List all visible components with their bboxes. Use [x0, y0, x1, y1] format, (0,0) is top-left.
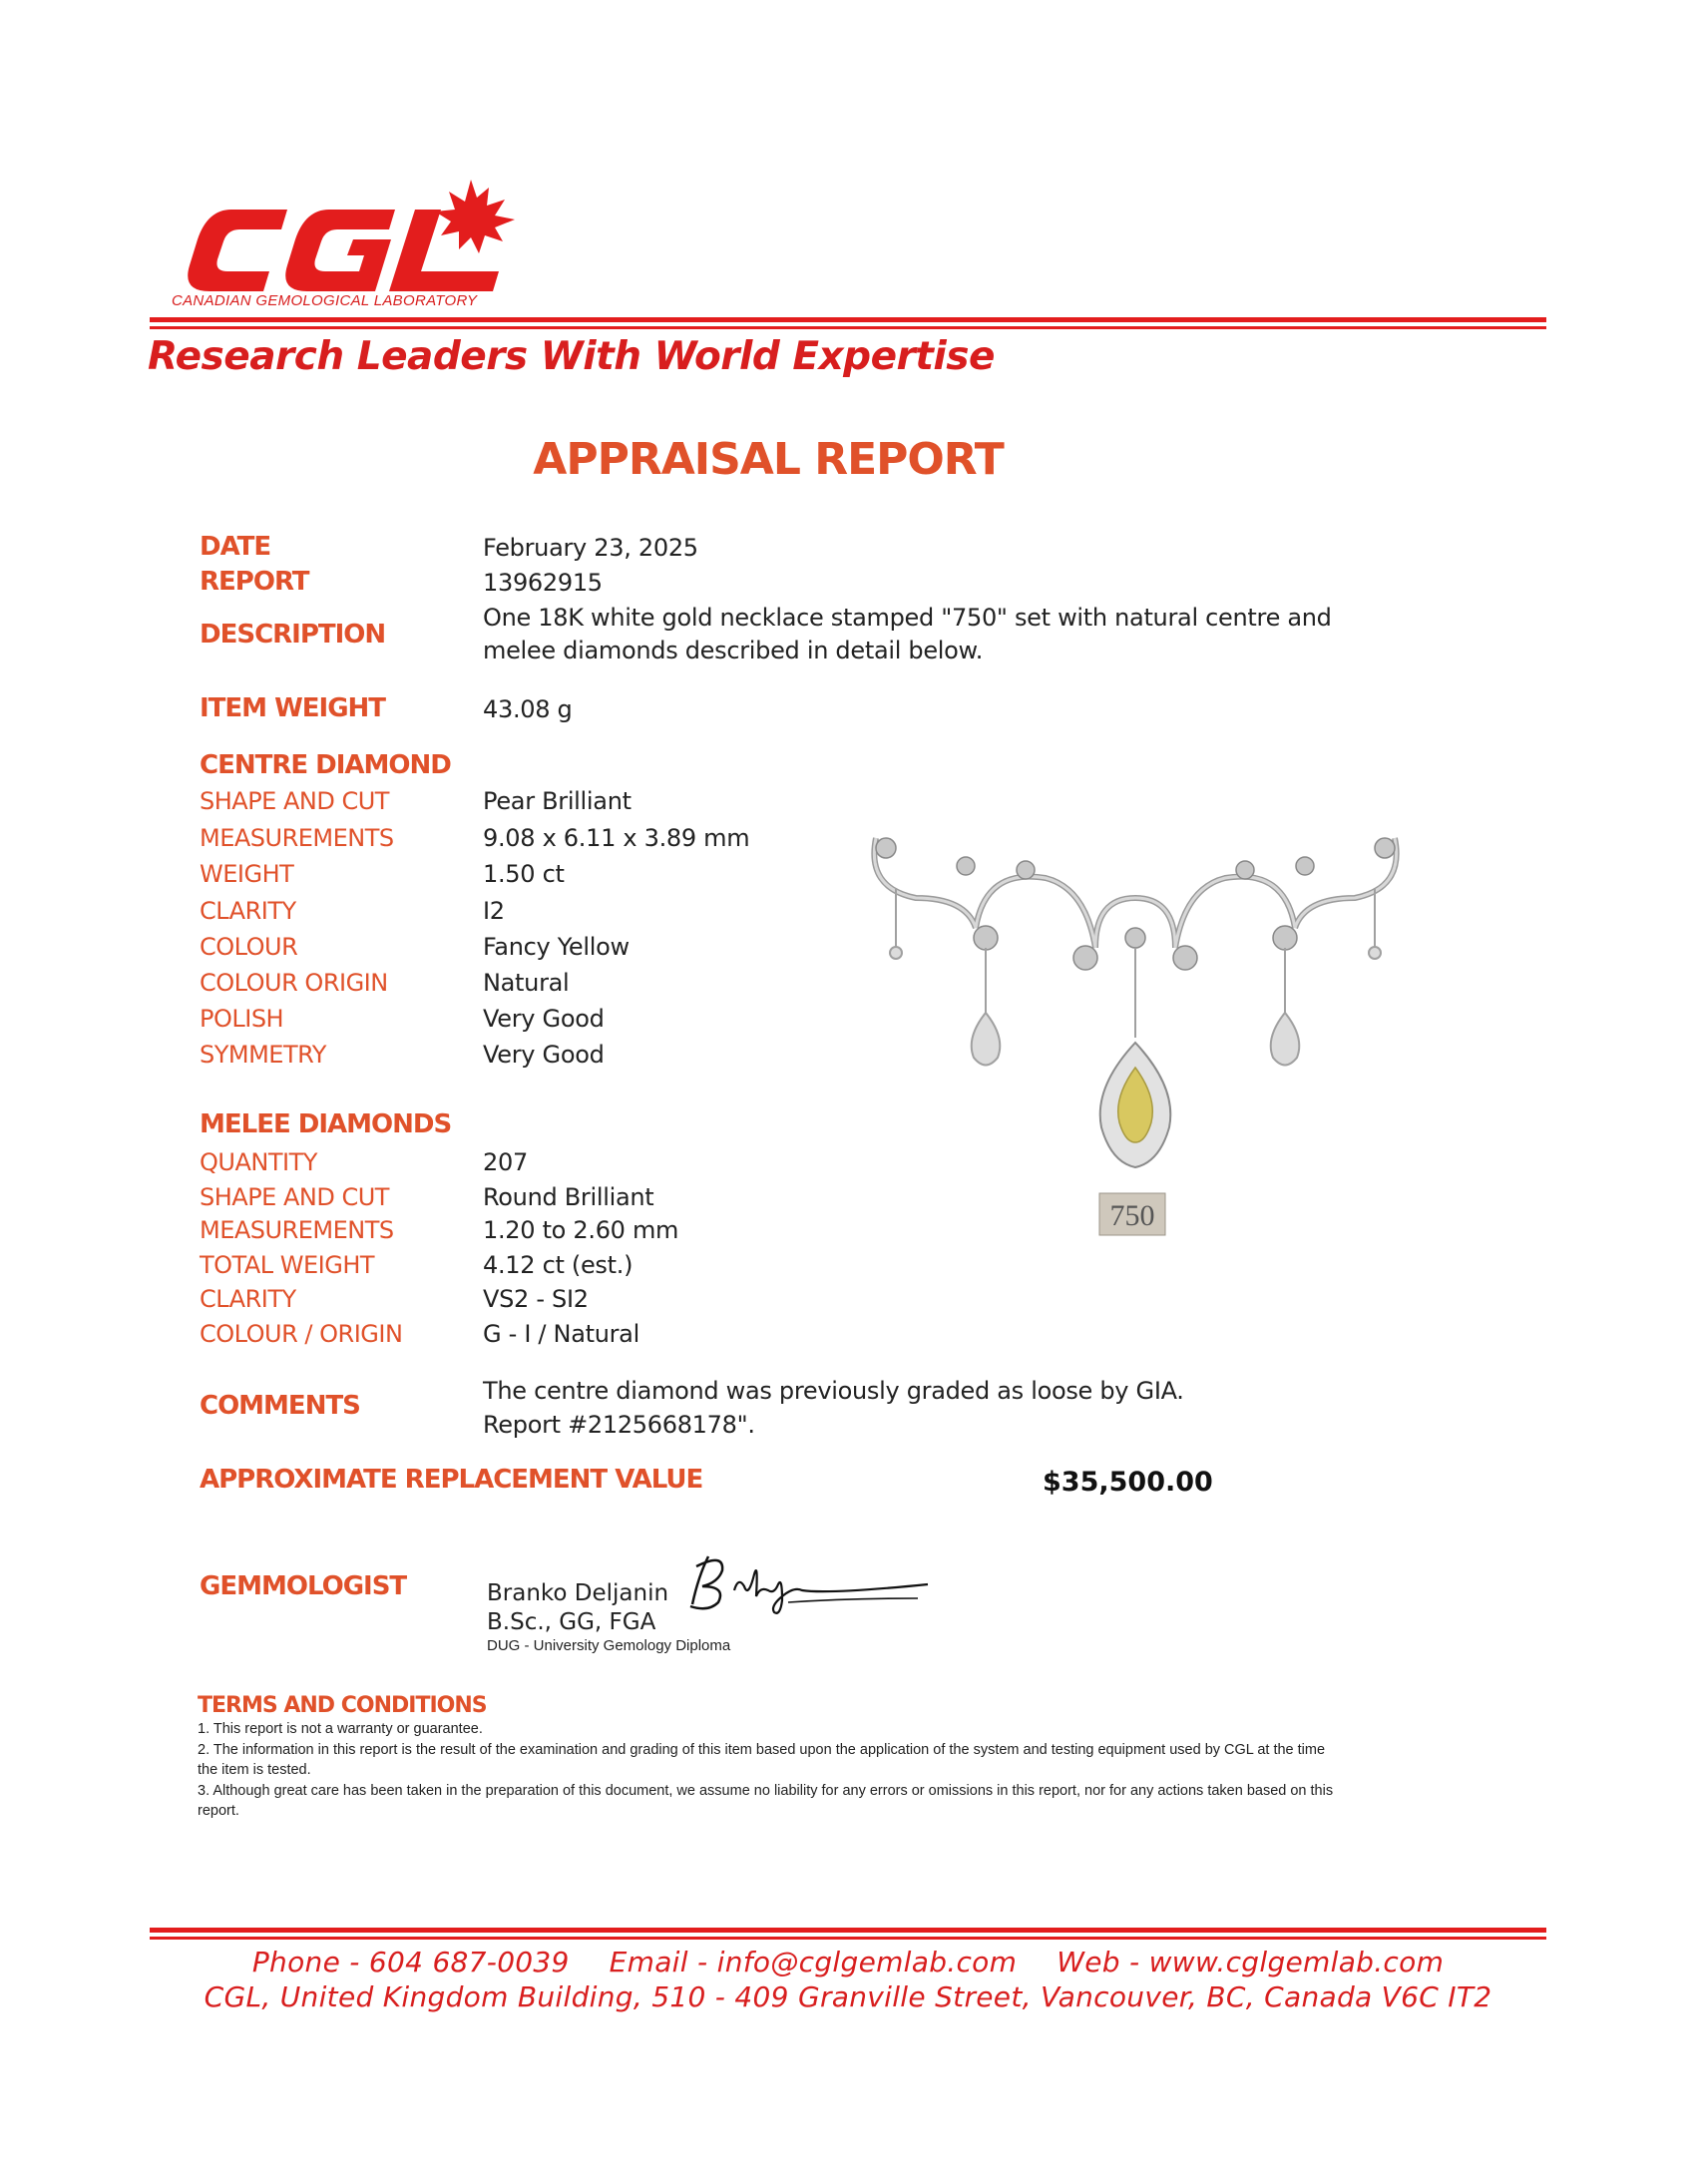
gemmologist-label: GEMMOLOGIST	[200, 1571, 407, 1601]
melee-row-label: CLARITY	[200, 1285, 296, 1313]
centre-row-value: Natural	[483, 969, 570, 997]
description-label: DESCRIPTION	[200, 620, 386, 650]
centre-row-label: COLOUR	[200, 933, 298, 961]
centre-row-value: Fancy Yellow	[483, 933, 630, 961]
report-number: 13962915	[483, 569, 603, 597]
terms-item: 3. Although great care has been taken in the preparation of this document, we assume no liability for any errors or omissions in this report, nor for any actions taken based on this report.	[198, 1782, 1334, 1819]
centre-row-label: SYMMETRY	[200, 1041, 326, 1069]
melee-diamonds-heading: MELEE DIAMONDS	[200, 1109, 452, 1139]
date-label: DATE	[200, 532, 271, 562]
melee-row-label: TOTAL WEIGHT	[200, 1251, 375, 1279]
gemmologist-name: Branko Deljanin	[487, 1580, 669, 1606]
item-weight-value: 43.08 g	[483, 695, 573, 723]
terms-item: 1. This report is not a warranty or guarantee.	[198, 1721, 483, 1737]
stamp-text: 750	[1109, 1199, 1155, 1232]
melee-row-value: G - I / Natural	[483, 1320, 639, 1348]
header-rule-top	[150, 317, 1546, 322]
centre-row-label: MEASUREMENTS	[200, 824, 394, 852]
centre-row-value: 1.50 ct	[483, 860, 565, 888]
page-title: APPRAISAL REPORT	[533, 434, 1004, 485]
footer-email[interactable]: Email - info@cglgemlab.com	[609, 1946, 1018, 1978]
terms-list	[198, 1719, 1345, 1822]
centre-row-value: Very Good	[483, 1041, 605, 1069]
header-rule-bottom	[150, 326, 1546, 329]
date-value: February 23, 2025	[483, 534, 698, 562]
report-label: REPORT	[200, 567, 309, 597]
tagline: Research Leaders With World Expertise	[148, 334, 995, 379]
signature-image	[678, 1546, 938, 1626]
gemmologist-credentials: B.Sc., GG, FGA	[487, 1609, 656, 1635]
gemmologist-note: DUG - University Gemology Diploma	[487, 1637, 731, 1654]
melee-row-label: COLOUR / ORIGIN	[200, 1320, 403, 1348]
centre-row-label: COLOUR ORIGIN	[200, 969, 388, 997]
melee-row-label: MEASUREMENTS	[200, 1216, 394, 1244]
description-value: One 18K white gold necklace stamped "750" set with natural centre and melee diamonds described in detail below.	[483, 604, 1332, 664]
item-weight-label: ITEM WEIGHT	[200, 693, 386, 723]
footer-address: CGL, United Kingdom Building, 510 - 409 Granville Street, Vancouver, BC, Canada V6C IT2	[204, 1980, 1492, 2013]
centre-row-value: Very Good	[483, 1005, 605, 1033]
necklace-photo	[856, 798, 1415, 1237]
centre-diamond-heading: CENTRE DIAMOND	[200, 750, 451, 780]
centre-row-label: CLARITY	[200, 897, 296, 925]
melee-row-label: SHAPE AND CUT	[200, 1183, 389, 1211]
melee-row-value: 207	[483, 1148, 528, 1176]
terms-item: 2. The information in this report is the result of the examination and grading of this item based upon the application of the system and testing equipment used by CGL at the time the item is tested.	[198, 1741, 1326, 1778]
centre-row-value: 9.08 x 6.11 x 3.89 mm	[483, 824, 750, 852]
centre-row-value: Pear Brilliant	[483, 787, 632, 815]
centre-row-label: SHAPE AND CUT	[200, 787, 389, 815]
centre-row-label: POLISH	[200, 1005, 284, 1033]
replacement-value-amount: $35,500.00	[1043, 1467, 1213, 1498]
terms-heading: TERMS AND CONDITIONS	[198, 1693, 487, 1718]
melee-row-value: 4.12 ct (est.)	[483, 1251, 634, 1279]
centre-row-value: I2	[483, 897, 505, 925]
comments-label: COMMENTS	[200, 1391, 360, 1421]
comments-line-2: Report #2125668178".	[483, 1411, 755, 1439]
comments-line-1: The centre diamond was previously graded as loose by GIA.	[483, 1377, 1184, 1405]
footer-phone: Phone - 604 687-0039	[251, 1946, 570, 1978]
melee-row-value: Round Brilliant	[483, 1183, 654, 1211]
melee-row-label: QUANTITY	[200, 1148, 317, 1176]
footer-rule-top	[150, 1928, 1546, 1933]
replacement-value-label: APPROXIMATE REPLACEMENT VALUE	[200, 1465, 703, 1495]
logo-subtitle: CANADIAN GEMOLOGICAL LABORATORY	[172, 292, 478, 309]
footer-rule-bottom	[150, 1937, 1546, 1940]
melee-row-value: 1.20 to 2.60 mm	[483, 1216, 679, 1244]
melee-row-value: VS2 - SI2	[483, 1285, 589, 1313]
footer-web[interactable]: Web - www.cglgemlab.com	[1057, 1946, 1445, 1978]
footer-contact	[0, 1946, 1696, 1978]
centre-row-label: WEIGHT	[200, 860, 294, 888]
